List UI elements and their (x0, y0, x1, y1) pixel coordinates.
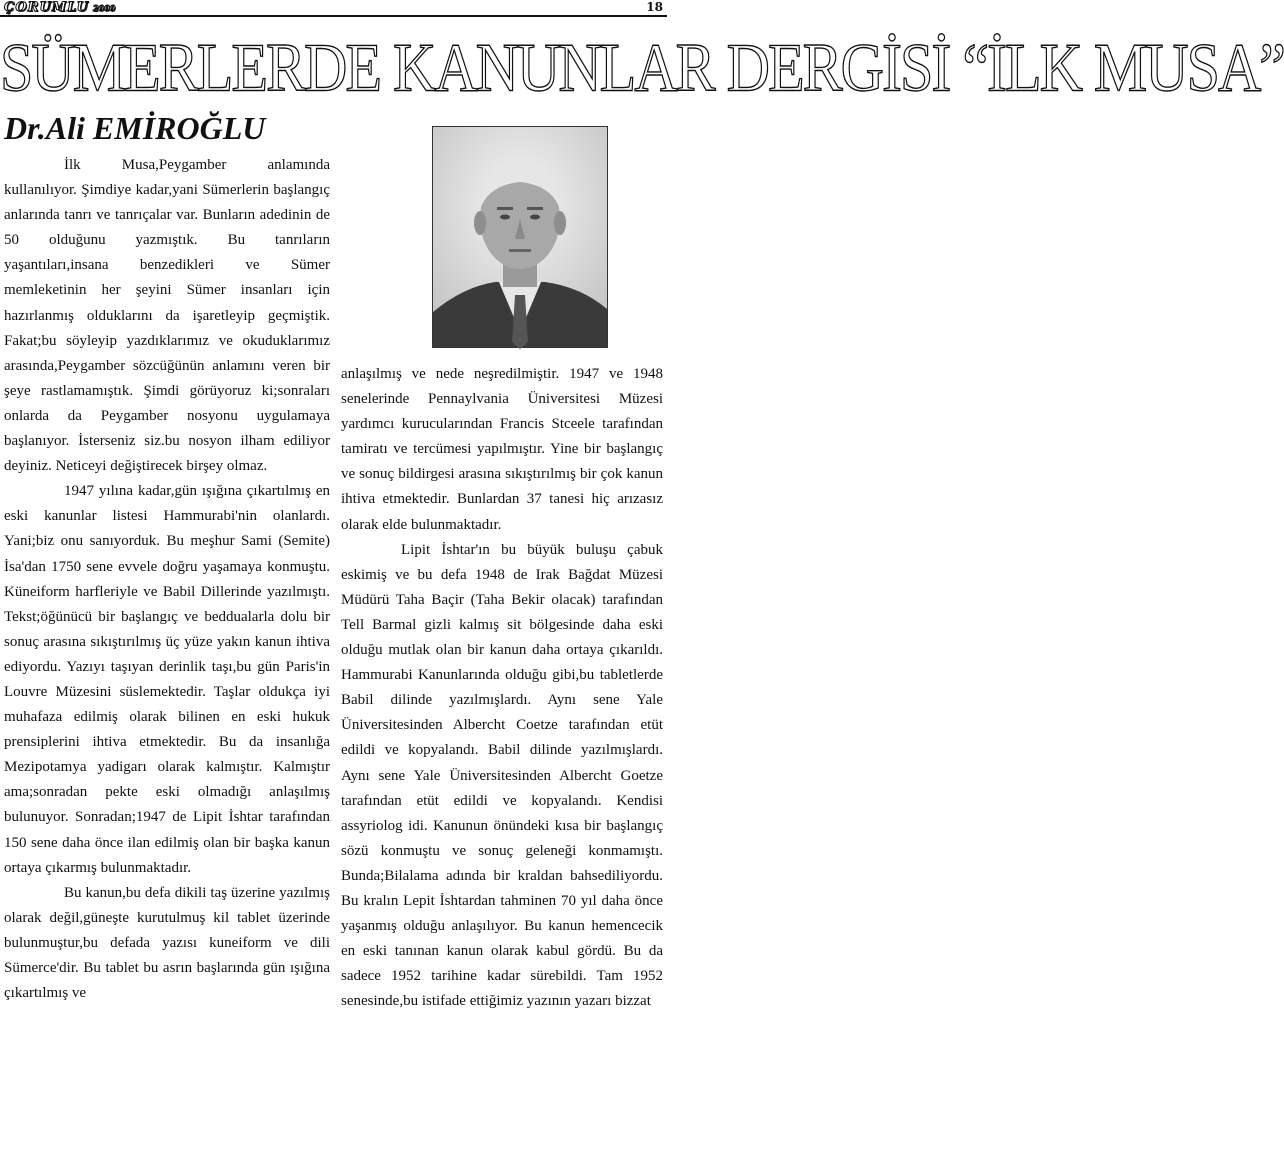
left-column (4, 153, 330, 1006)
paragraph: İlk Musa,Peygamber anlamında kullanılıyor. Şimdiye kadar,yani Sümerlerin başlangıç anlarında tanrı ve tanrıçalar var. Bunların adedinin de 50 olduğunu yazmıştık. Bu tanrıların yaşantıları,insana benzedikleri ve Sümer memleketinin her şeyini Sümer insanları için hazırlanmış olduklarını da işaretleyip geçmiştik. Fakat;bu söyleyip yazdıklarımız ve okuduklarımız arasında,Peygamber sözcüğünün anlamını veren bir şeye rastlamamıştık. Şimdi görüyoruz ki;sonraları onlarda da Peygamber nosyonu uygulamaya başlanıyor. İsterseniz siz.bu nosyon ilham ediliyor deyiniz. Neticeyi değiştirecek birşey olmaz. (4, 157, 330, 475)
right-column (341, 362, 663, 1014)
paragraph: anlaşılmış ve nede neşredilmiştir. 1947 ve 1948 senelerinde Pennaylvania Üniversitesi Müzesi yardımcı kurucularından Francis Stceele tarafından tamiratı ve tercümesi yapılmıştır. Yine bir başlangıç ve sonuç bildirgesi arasına sıkıştırılmış bir çok kanun ihtiva etmektedir. Bunlardan 37 tanesi hiç arızasız olarak elde bulunmaktadır. (341, 366, 663, 533)
paragraph: Bu kanun,bu defa dikili taş üzerine yazılmış olarak değil,güneşte kurutulmuş kil tablet üzerinde bulunmuştur,bu defada yazısı kuneiform ve dili Sümerce'dir. Bu tablet bu asrın başlarında gün ışığına çıkartılmış ve (4, 884, 330, 1002)
page-header (0, 0, 667, 17)
publication-year: 2000 (92, 3, 116, 13)
publication-logo (4, 0, 115, 15)
author-photo (432, 126, 608, 348)
author-name: Dr.Ali EMİROĞLU (4, 110, 266, 146)
article-title: SÜMERLERDE KANUNLAR DERGİSİ “İLK MUSA” (0, 29, 1284, 106)
publication-name: ÇORUMLU (4, 0, 89, 15)
paragraph: 1947 yılına kadar,gün ışığına çıkartılmış en eski kanunlar listesi Hammurabi'nin olanlardı. Yani;biz onu sanıyorduk. Bu meşhur Sami (Semite) İsa'dan 1750 sene evvele doğru yaşamaya konmuştu. Küneiform harfleriyle ve Babil Dillerinde yazılmıştı. Tekst;öğünücü bir başlangıç ve beddualarla dolu bir sonuç arasına sıkıştırılmış üç yüze yakın kanun ihtiva ediyordu. Yazıyı taşıyan derinlik taşı,bu gün Paris'in Louvre Müzesini süslemektedir. Taşlar oldukça iyi muhafaza edilmiş olarak bilinen en eski hukuk prensiplerini ihtiva etmektedir. Bu da insanlığa Mezipotamya yadigarı olarak kalmıştır. Kalmıştır ama;sonradan pekte eski olmadığı anlaşılmış bulunuyor. Sonradan;1947 de Lipit İshtar tarafından 150 sene daha önce ilan edilmiş olan bir başka kanun ortaya çıkarmış bulunmaktadır. (4, 483, 330, 876)
paragraph: Lipit İshtar'ın bu büyük buluşu çabuk eskimiş ve bu defa 1948 de Irak Bağdat Müzesi Müdürü Taha Baçir (Taha Bekir olacak) tarafından Tell Barmal gizli kalmış sit bölgesinde daha eski olduğu mutlak olan bir kanun daha ortaya çıkarıldı. Hammurabi Kanunlarında olduğu gibi,bu tabletlerde Babil dilinde yazılmışlardı. Aynı sene Yale Üniversitesinden Albercht Coetze tarafından etüt edildi ve kopyalandı. Babil dilinde yazılmışlardı. Aynı sene Yale Üniversitesinden Albercht Goetze tarafından etüt edildi ve kopyalandı. Kendisi assyriolog idi. Kanunun önündeki kısa bir başlangıç sözü konmuştu ve sonuç geleneği konmamıştı. Bunda;Bilalama adında bir kraldan bahsediliyordu. Bu kralın Lepit İshtardan tahminen 70 yıl daha önce yaşanmış olduğu anlaşılıyor. Bu kanun hemencecik en eski tanınan kanun olarak kabul gördü. Bu da sadece 1952 tarihine kadar sürebildi. Tam 1952 senesinde,bu istifade ettiğimiz yazının yazarı bizzat (341, 541, 663, 1010)
portrait-image (433, 127, 607, 347)
page-number: 18 (646, 0, 663, 14)
header-rule (0, 15, 667, 17)
